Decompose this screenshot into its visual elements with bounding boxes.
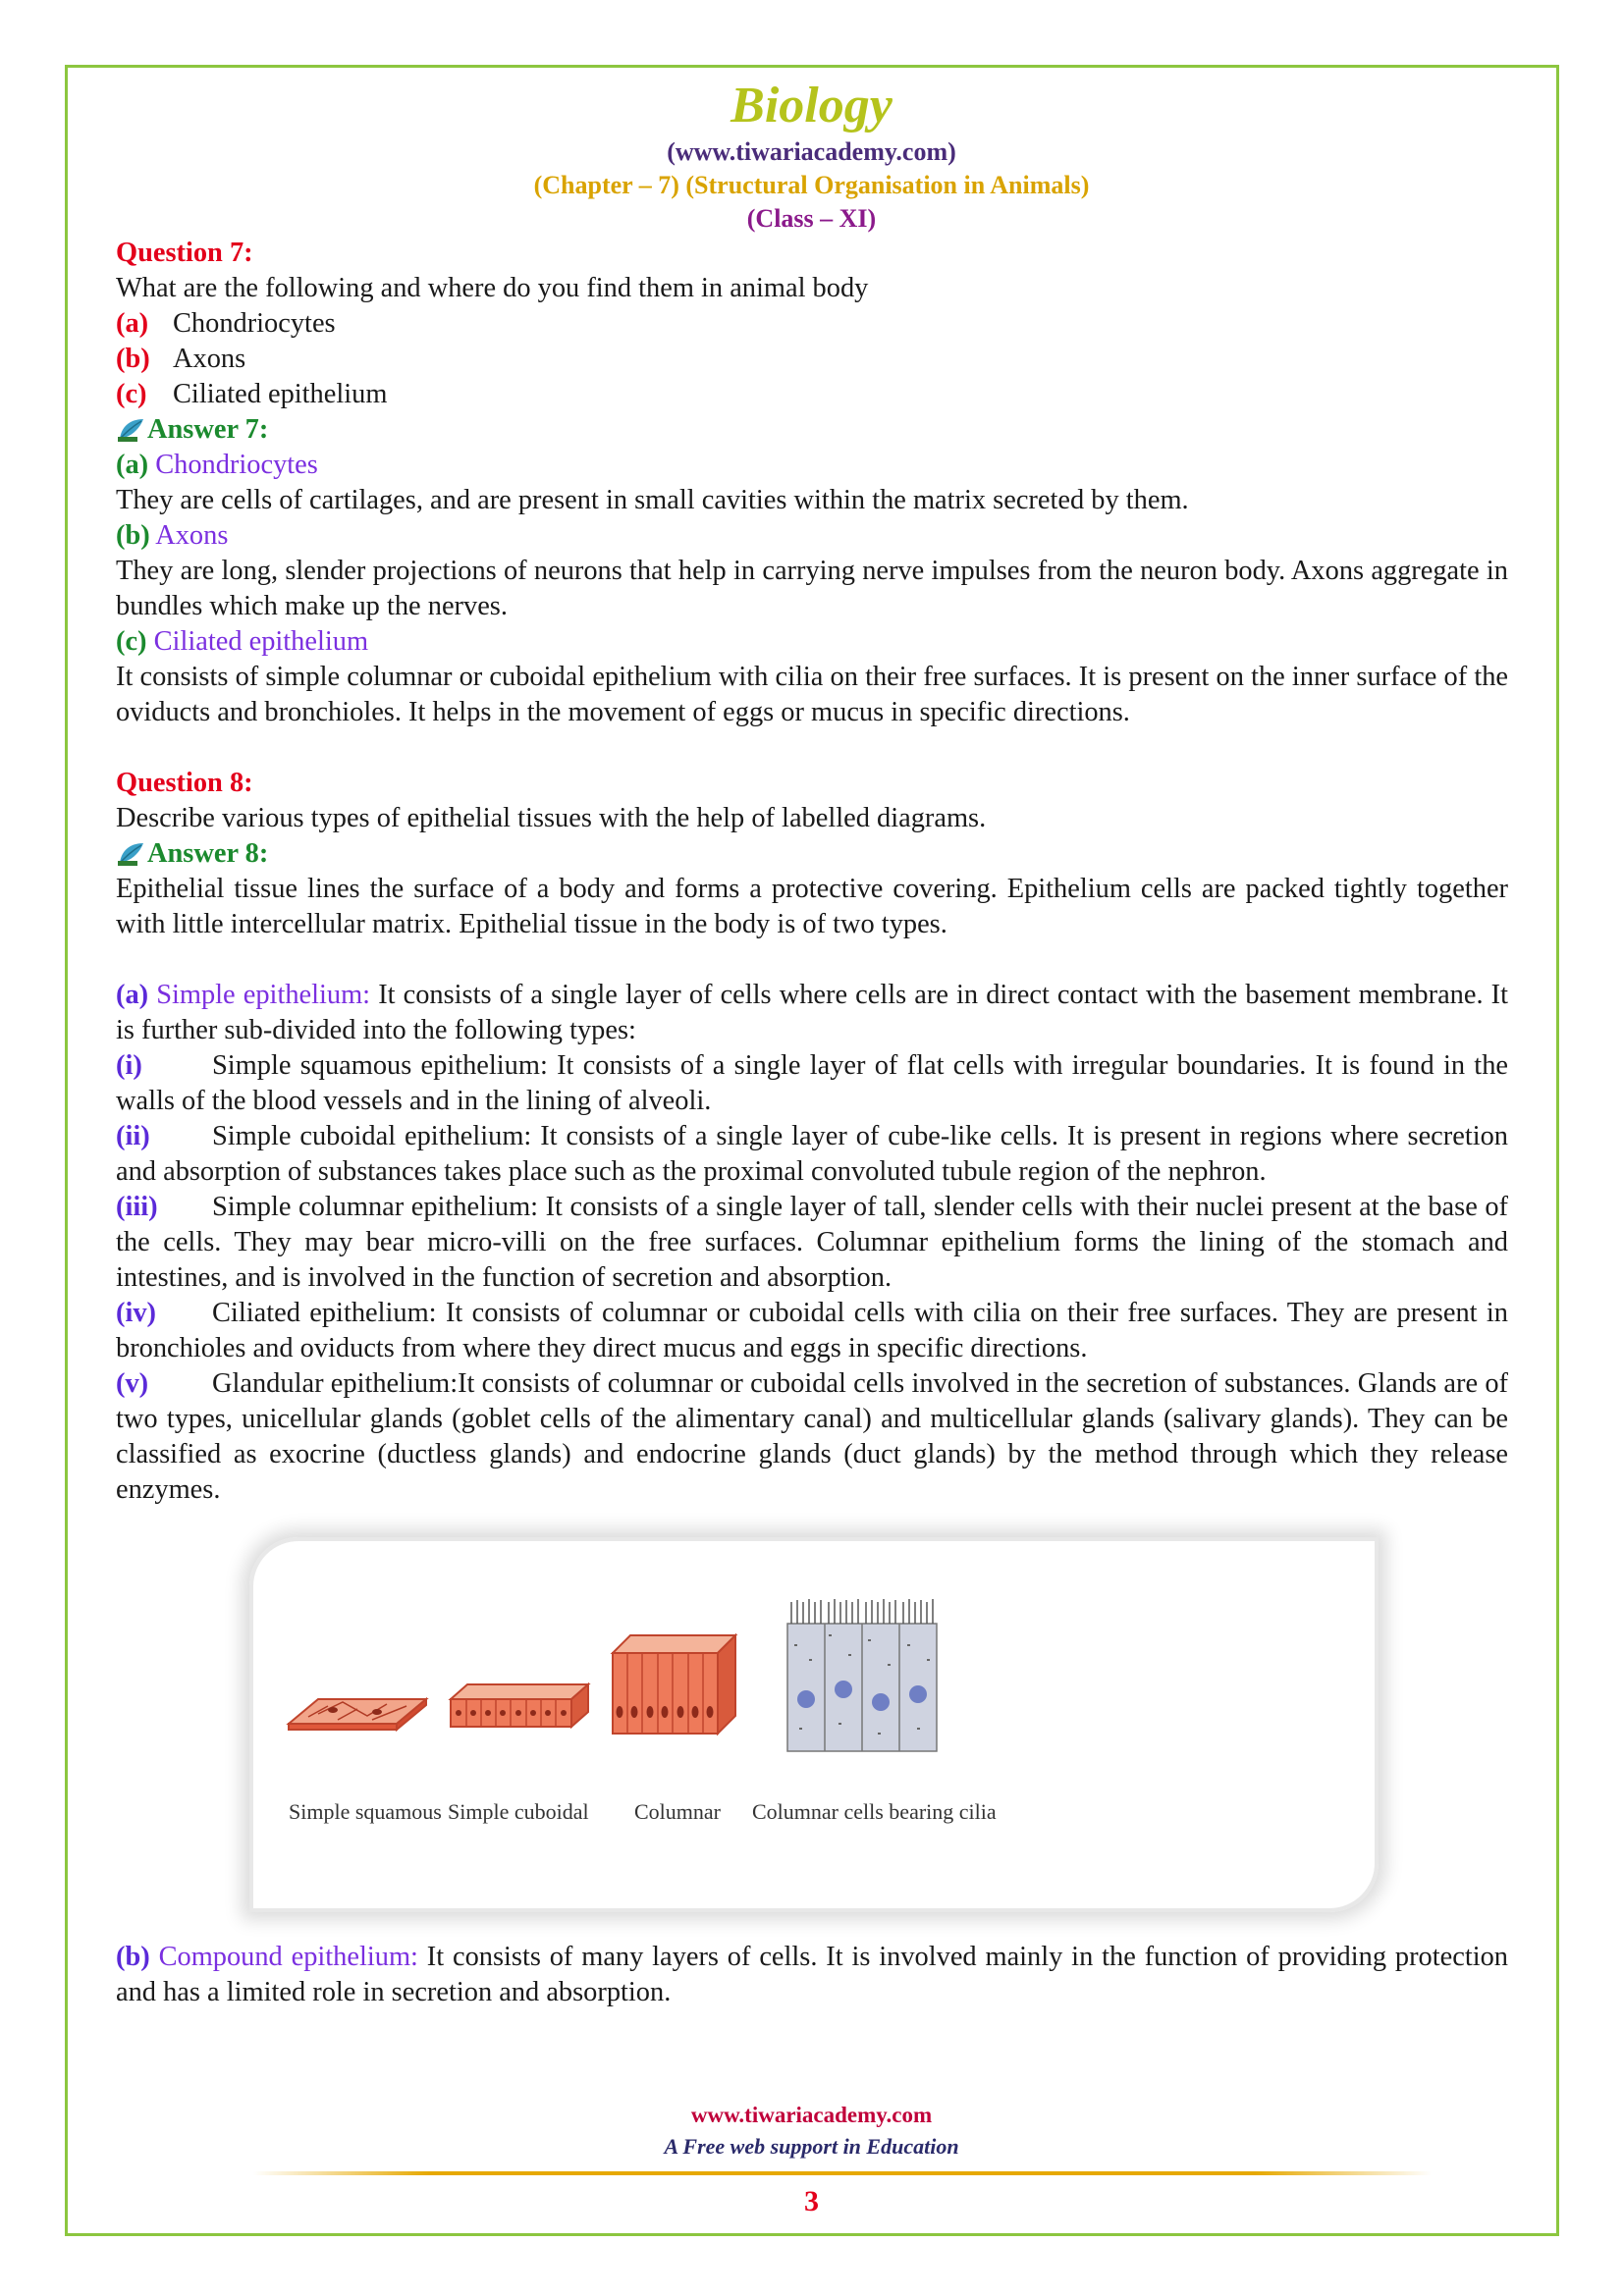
page-number: 3 xyxy=(804,2185,819,2217)
compound-text: It consists of many layers of cells. It is involved mainly in the function of providing protection and has a limited role in secretion and absorption. xyxy=(116,1942,1508,2007)
type-text: Glandular epithelium:It consists of columnar or cuboidal cells involved in the secretion of substances. Glands are of two types, unicellular glands (goblet cells of the alimentary canal) and multicellular glands (salivary glands). They can be classified as exocrine (ductless glands) and endocrine glands (duct glands) by the method through which they release enzymes. xyxy=(116,1368,1508,1505)
simple-epithelium-paragraph xyxy=(116,978,1508,1048)
compound-label: (b) xyxy=(116,1942,150,1972)
epithelium-type xyxy=(116,1366,1508,1508)
type-label: (i) xyxy=(116,1050,142,1081)
answer-item-term: Chondriocytes xyxy=(155,450,318,480)
type-text: Ciliated epithelium: It consists of columnar or cuboidal cells with cilia on their free surfaces. They are present in bronchioles and oviducts from where they direct mucus and eggs in specific directions. xyxy=(116,1298,1508,1363)
type-label: (v) xyxy=(116,1368,149,1399)
type-text: Simple cuboidal epithelium: It consists of a single layer of cube-like cells. It is present in regions where secretion and absorption of substances takes place such as the proximal convoluted tubule region of the nephron. xyxy=(116,1121,1508,1187)
answer-leaf-icon xyxy=(116,841,145,867)
type-label: (iii) xyxy=(116,1192,158,1222)
question-8-text: Describe various types of epithelial tissues with the help of labelled diagrams. xyxy=(116,803,987,833)
simple-label: (a) xyxy=(116,980,149,1010)
answer-leaf-icon xyxy=(116,417,145,443)
answer-7-label: Answer 7: xyxy=(147,414,269,445)
columnar-cells-drawing xyxy=(613,1635,735,1734)
option-label: (a) xyxy=(116,308,149,339)
epithelium-type xyxy=(116,1119,1508,1190)
epithelium-illustration xyxy=(249,1537,1379,1912)
epithelium-type xyxy=(116,1296,1508,1366)
chapter-title: (Chapter – 7) (Structural Organisation in Animals) xyxy=(533,171,1090,199)
option-text: Ciliated epithelium xyxy=(173,379,388,409)
answer-item-heading xyxy=(116,624,1508,660)
type-text: Simple columnar epithelium: It consists of a single layer of tall, slender cells with their nuclei present at the base of the cells. They may bear micro-villi on the free surfaces. Columnar epithelium forms the lining of the stomach and intestines, and is involved in the function of secretion and absorption. xyxy=(116,1192,1508,1293)
question-8-heading: Question 8: xyxy=(116,768,253,798)
question-7-option xyxy=(116,342,1508,377)
option-label: (b) xyxy=(116,344,150,374)
cuboidal-cells-drawing xyxy=(451,1684,588,1727)
ciliated-cells-drawing xyxy=(787,1599,937,1751)
caption-ciliated: Columnar cells bearing cilia xyxy=(752,1799,997,1824)
epithelium-type xyxy=(116,1190,1508,1296)
answer-item-label: (a) xyxy=(116,450,149,480)
answer-8-heading xyxy=(116,836,1508,872)
answer-item-term: Axons xyxy=(155,520,229,551)
simple-text: It consists of a single layer of cells where cells are in direct contact with the basement membrane. It is further sub-divided into the following types: xyxy=(116,980,1508,1045)
answer-item-heading xyxy=(116,448,1508,483)
caption-simple-squamous: Simple squamous xyxy=(289,1799,442,1824)
caption-simple-cuboidal: Simple cuboidal xyxy=(448,1799,589,1824)
answer-item-text: They are cells of cartilages, and are present in small cavities within the matrix secreted by them. xyxy=(116,485,1189,515)
option-text: Chondriocytes xyxy=(173,308,336,339)
answer-item-text: They are long, slender projections of neurons that help in carrying nerve impulses from the neuron body. Axons aggregate in bundles which make up the nerves. xyxy=(116,556,1508,621)
option-text: Axons xyxy=(173,344,246,374)
answer-item-text: It consists of simple columnar or cuboidal epithelium with cilia on their free surfaces. It is present on the inner surface of the oviducts and bronchioles. It helps in the movement of eggs or mucus in specific directions. xyxy=(116,662,1508,727)
answer-8-label: Answer 8: xyxy=(147,838,269,869)
class-label: (Class – XI) xyxy=(746,204,877,233)
epithelium-type xyxy=(116,1048,1508,1119)
footer-site-link[interactable]: www.tiwariacademy.com xyxy=(690,2103,933,2127)
option-label: (c) xyxy=(116,379,147,409)
type-label: (ii) xyxy=(116,1121,150,1151)
simple-term: Simple epithelium: xyxy=(156,980,371,1010)
answer-item-heading xyxy=(116,518,1508,554)
footer-divider xyxy=(253,2171,1432,2175)
compound-epithelium-paragraph xyxy=(116,1940,1508,2010)
caption-columnar: Columnar xyxy=(634,1799,721,1824)
subject-title: Biology xyxy=(730,78,893,133)
epithelium-figure xyxy=(249,1537,1379,1912)
footer-tagline: A Free web support in Education xyxy=(664,2134,959,2159)
header-site: (www.tiwariacademy.com) xyxy=(667,137,956,166)
type-label: (iv) xyxy=(116,1298,156,1328)
answer-8-intro: Epithelial tissue lines the surface of a body and forms a protective covering. Epithelium cells are packed tightly together with little intercellular matrix. Epithelial tissue in the body is of two types. xyxy=(116,874,1508,939)
question-7-heading: Question 7: xyxy=(116,238,253,268)
question-7-option xyxy=(116,306,1508,342)
question-7-option xyxy=(116,377,1508,412)
answer-item-term: Ciliated epithelium xyxy=(153,626,369,657)
type-text: Simple squamous epithelium: It consists of a single layer of flat cells with irregular boundaries. It is found in the walls of the blood vessels and in the lining of alveoli. xyxy=(116,1050,1508,1116)
answer-7-heading xyxy=(116,412,1508,448)
squamous-cells-drawing xyxy=(289,1699,426,1730)
compound-term: Compound epithelium: xyxy=(158,1942,418,1972)
answer-item-label: (c) xyxy=(116,626,147,657)
question-7-text: What are the following and where do you find them in animal body xyxy=(116,273,869,303)
answer-item-label: (b) xyxy=(116,520,150,551)
main-content xyxy=(116,236,1508,2010)
